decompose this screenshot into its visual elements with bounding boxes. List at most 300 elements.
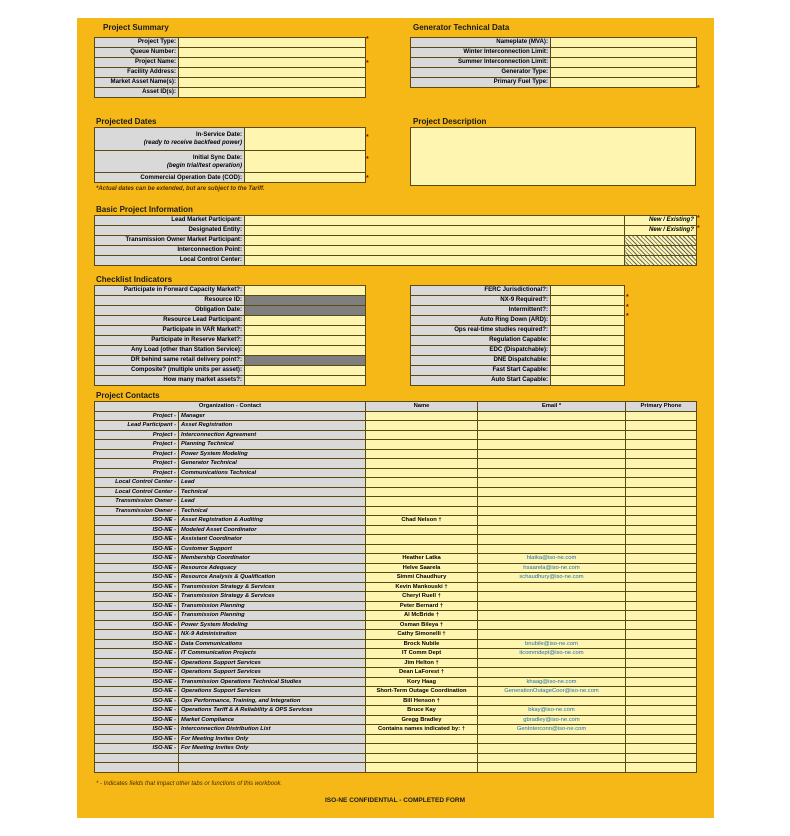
project-type-label: Project Type: [95,38,179,48]
contact-phone-field[interactable] [626,573,697,583]
contact-email-field[interactable]: bnubile@iso-ne.com [478,639,626,649]
edc-dispatchable-field[interactable] [551,346,625,356]
table-row [95,535,697,545]
contact-phone-field[interactable] [626,459,697,469]
how-many-market-assets-field[interactable] [245,376,366,386]
contact-name-field[interactable] [366,478,478,488]
gt-row [411,78,697,88]
dne-dispatchable-label: DNE Dispatchable: [411,356,551,366]
queue-number-field[interactable] [179,48,366,58]
cr-row [411,346,625,356]
contact-name-field[interactable]: Kory Haag [366,677,478,687]
table-row [95,763,697,773]
contact-org: ISO-NE - [95,668,179,678]
contact-phone-field[interactable] [626,478,697,488]
contact-role: Transmission Strategy & Services [179,582,366,592]
contact-org: Transmission Owner - [95,506,179,516]
gt-row [411,48,697,58]
basic-info-row [95,226,697,236]
in-service-label: In-Service Date: (ready to receive backfeed power) [95,128,245,151]
basic-info-table [94,215,697,266]
asset-id-s-field[interactable] [179,88,366,98]
facility-address-field[interactable] [179,68,366,78]
contact-org: ISO-NE - [95,658,179,668]
contact-name-field[interactable] [366,525,478,535]
contact-email-field[interactable] [478,544,626,554]
contact-name-field[interactable]: Cathy Simonelli † [366,630,478,640]
checklist-left-table [94,285,366,386]
table-row [95,620,697,630]
basic-info-row [95,256,697,266]
project-name-field[interactable] [179,58,366,68]
header-phone: Primary Phone [626,402,697,412]
table-row [95,592,697,602]
contact-email-field[interactable] [478,506,626,516]
contact-phone-field[interactable] [626,430,697,440]
contact-role: For Meeting Invites Only [179,734,366,744]
project-type-field[interactable] [179,38,366,48]
basic-info-row [95,236,697,246]
contact-email-field[interactable] [478,421,626,431]
required-star: * [366,60,369,67]
in-service-date-field[interactable] [245,128,366,151]
table-row [95,487,697,497]
nameplate-mva-field[interactable] [551,38,697,48]
contact-email-field[interactable] [478,440,626,450]
contact-phone-field[interactable] [626,725,697,735]
contact-email-field[interactable] [478,611,626,621]
contact-role: Resource Analysis & Qualification [179,573,366,583]
cr-row [411,326,625,336]
contact-name-field[interactable] [366,535,478,545]
contact-role: Asset Registration & Auditing [179,516,366,526]
cod-date-field[interactable] [245,173,366,183]
market-asset-name-s-label: Market Asset Name(s): [95,78,179,88]
contact-email-field[interactable]: bkay@iso-ne.com [478,706,626,716]
contact-phone-field[interactable] [626,411,697,421]
cr-row [411,376,625,386]
local-control-center-label: Local Control Center: [95,256,245,266]
contact-phone-field[interactable] [626,582,697,592]
contact-phone-field[interactable] [626,630,697,640]
composite-multiple-units-per-asset-label: Composite? (multiple units per asset): [95,366,245,376]
contact-role: Planning Technical [179,440,366,450]
contact-phone-field[interactable] [626,563,697,573]
contact-name-field[interactable] [366,753,478,763]
contact-org: ISO-NE - [95,544,179,554]
contact-email-field[interactable] [478,430,626,440]
contact-email-field[interactable]: hlatka@iso-ne.com [478,554,626,564]
contact-phone-field[interactable] [626,544,697,554]
contact-phone-field[interactable] [626,611,697,621]
contact-email-field[interactable] [478,734,626,744]
contact-org: ISO-NE - [95,630,179,640]
contact-email-field[interactable] [478,744,626,754]
contact-phone-field[interactable] [626,421,697,431]
contact-role: Asset Registration [179,421,366,431]
contact-phone-field[interactable] [626,696,697,706]
contact-name-field[interactable]: Chad Nelson † [366,516,478,526]
contact-phone-field[interactable] [626,715,697,725]
contact-name-field[interactable] [366,744,478,754]
table-row [95,506,697,516]
composite-multiple-units-per-asset-field[interactable] [245,366,366,376]
contact-role: Transmission Planning [179,611,366,621]
contact-email-field[interactable] [478,620,626,630]
contact-phone-field[interactable] [626,535,697,545]
contact-org: Project - [95,459,179,469]
contact-name-field[interactable] [366,459,478,469]
contact-email-field[interactable] [478,601,626,611]
contact-email-field[interactable] [478,535,626,545]
edc-dispatchable-label: EDC (Dispatchable): [411,346,551,356]
queue-number-label: Queue Number: [95,48,179,58]
local-control-center-field[interactable] [245,256,625,266]
contact-name-field[interactable]: Bruce Kay [366,706,478,716]
contact-phone-field[interactable] [626,649,697,659]
contact-org: ISO-NE - [95,639,179,649]
contact-org [95,753,179,763]
cr-row [411,316,625,326]
section-title-basic-info: Basic Project Information [96,205,193,214]
contact-name-field[interactable]: Dean LaForest † [366,668,478,678]
contact-phone-field[interactable] [626,525,697,535]
contact-email-field[interactable] [478,478,626,488]
table-row [95,639,697,649]
contact-phone-field[interactable] [626,687,697,697]
contact-email-field[interactable] [478,459,626,469]
contact-email-field[interactable] [478,516,626,526]
contact-name-field[interactable] [366,544,478,554]
contact-phone-field[interactable] [626,497,697,507]
primary-fuel-type-label: Primary Fuel Type: [411,78,551,88]
contact-role: Operations Support Services [179,658,366,668]
new-existing-field[interactable]: New / Existing? [625,226,697,236]
contact-org: ISO-NE - [95,687,179,697]
dne-dispatchable-field[interactable] [551,356,625,366]
contact-org: Local Control Center - [95,487,179,497]
contact-name-field[interactable] [366,430,478,440]
contact-name-field[interactable] [366,449,478,459]
cl-row [95,376,366,386]
contact-name-field[interactable]: Heather Latka [366,554,478,564]
section-title-projected-dates: Projected Dates [96,117,157,126]
participate-in-reserve-market-label: Participate in Reserve Market?: [95,336,245,346]
table-row [95,668,697,678]
table-row [95,573,697,583]
required-star: * [626,313,629,320]
contact-org: Project - [95,468,179,478]
contact-name-field[interactable]: Gregg Bradley [366,715,478,725]
contact-phone-field[interactable] [626,601,697,611]
contact-role: Operations Tariff & A Reliability & OPS Services [179,706,366,716]
ps-row [95,88,366,98]
gt-row [411,58,697,68]
table-row [95,725,697,735]
cl-row [95,286,366,296]
contact-phone-field[interactable] [626,620,697,630]
contact-role [179,763,366,773]
contact-role: Ops Performance, Training, and Integration [179,696,366,706]
table-row [95,421,697,431]
contact-name-field[interactable] [366,440,478,450]
contact-phone-field[interactable] [626,592,697,602]
contact-name-field[interactable]: Brock Nubile [366,639,478,649]
table-row [95,630,697,640]
table-row [95,459,697,469]
contact-role: For Meeting Invites Only [179,744,366,754]
nx-9-required-label: NX-9 Required?: [411,296,551,306]
winter-interconnection-limit-field[interactable] [551,48,697,58]
table-row [95,715,697,725]
contact-email-field[interactable] [478,582,626,592]
contact-phone-field[interactable] [626,658,697,668]
contact-email-field[interactable]: hsaarela@iso-ne.com [478,563,626,573]
generator-type-field[interactable] [551,68,697,78]
contact-name-field[interactable] [366,497,478,507]
obligation-date-field[interactable] [245,306,366,316]
contact-role: Assistant Coordinator [179,535,366,545]
dr-behind-same-retail-delivery-point-label: DR behind same retail delivery point?: [95,356,245,366]
table-row [95,753,697,763]
contact-org: Project - [95,430,179,440]
contact-email-field[interactable] [478,658,626,668]
contact-name-field[interactable] [366,487,478,497]
contact-email-field[interactable]: GenerationOutageCoor@iso-ne.com [478,687,626,697]
primary-fuel-type-field[interactable] [551,78,697,88]
footer-confidential: ISO-NE CONFIDENTIAL - COMPLETED FORM [325,797,465,804]
contact-name-field[interactable] [366,411,478,421]
contact-org: ISO-NE - [95,696,179,706]
contact-name-field[interactable]: Jim Helton † [366,658,478,668]
interconnection-point-label: Interconnection Point: [95,246,245,256]
contact-email-field[interactable] [478,468,626,478]
contact-role: Data Communications [179,639,366,649]
summer-interconnection-limit-label: Summer Interconnection Limit: [411,58,551,68]
contact-email-field[interactable] [478,525,626,535]
table-row [95,478,697,488]
contact-email-field[interactable] [478,411,626,421]
contact-name-field[interactable]: Helve Saarela [366,563,478,573]
participate-in-var-market-field[interactable] [245,326,366,336]
contact-email-field[interactable]: schaudhury@iso-ne.com [478,573,626,583]
contacts-table [94,401,697,773]
contact-email-field[interactable] [478,668,626,678]
contact-role: Interconnection Agreement [179,430,366,440]
contact-phone-field[interactable] [626,506,697,516]
contact-role: Membership Coordinator [179,554,366,564]
table-row [95,649,697,659]
ps-row [95,48,366,58]
contact-phone-field[interactable] [626,706,697,716]
table-row [95,525,697,535]
table-row [95,687,697,697]
fast-start-capable-field[interactable] [551,366,625,376]
participate-in-forward-capacity-market-field[interactable] [245,286,366,296]
section-title-project-description: Project Description [413,117,487,126]
project-description-field[interactable] [410,127,696,186]
contact-phone-field[interactable] [626,668,697,678]
contact-role: Communications Technical [179,468,366,478]
cl-row [95,306,366,316]
cl-row [95,316,366,326]
contact-name-field[interactable] [366,468,478,478]
dr-behind-same-retail-delivery-point-field[interactable] [245,356,366,366]
contact-org: ISO-NE - [95,649,179,659]
lead-market-participant-label: Lead Market Participant: [95,216,245,226]
table-row [95,468,697,478]
contact-name-field[interactable]: IT Comm Dept [366,649,478,659]
asset-id-s-label: Asset ID(s): [95,88,179,98]
regulation-capable-field[interactable] [551,336,625,346]
contact-email-field[interactable] [478,497,626,507]
contact-phone-field[interactable] [626,639,697,649]
contact-name-field[interactable]: Al McBride † [366,611,478,621]
auto-ring-down-ard-field[interactable] [551,316,625,326]
required-star: * [626,304,629,311]
section-title-checklist: Checklist Indicators [96,275,173,284]
contact-phone-field[interactable] [626,516,697,526]
contact-name-field[interactable] [366,506,478,516]
footer-note: * - Indicates fields that impact other tabs or functions of this workbook. [96,781,283,787]
cl-row [95,296,366,306]
hatched-cell [625,236,697,246]
contact-role: Transmission Strategy & Services [179,592,366,602]
contact-name-field[interactable]: Short-Term Outage Coordination [366,687,478,697]
ops-real-time-studies-required-field[interactable] [551,326,625,336]
contact-role: Generator Technical [179,459,366,469]
contact-name-field[interactable]: Simmi Chaudhury [366,573,478,583]
auto-start-capable-field[interactable] [551,376,625,386]
participate-in-reserve-market-field[interactable] [245,336,366,346]
contact-phone-field[interactable] [626,449,697,459]
interconnection-point-field[interactable] [245,246,625,256]
contact-phone-field[interactable] [626,468,697,478]
facility-address-label: Facility Address: [95,68,179,78]
contact-email-field[interactable]: itcommdept@iso-ne.com [478,649,626,659]
contact-org: ISO-NE - [95,601,179,611]
contact-email-field[interactable] [478,753,626,763]
market-asset-name-s-field[interactable] [179,78,366,88]
resource-id-field[interactable] [245,296,366,306]
contact-org: ISO-NE - [95,592,179,602]
dates-note: *Actual dates can be extended, but are subject to the Tariff. [96,186,265,192]
generator-technical-table [410,37,697,88]
required-star: * [697,225,700,232]
required-star: * [366,36,369,43]
required-star: * [697,215,700,222]
contact-email-field[interactable]: gbradley@iso-ne.com [478,715,626,725]
project-name-label: Project Name: [95,58,179,68]
contact-name-field[interactable] [366,734,478,744]
contact-org: ISO-NE - [95,744,179,754]
contact-name-field[interactable] [366,421,478,431]
contact-org: ISO-NE - [95,706,179,716]
table-row [95,658,697,668]
lead-market-participant-field[interactable] [245,216,625,226]
summer-interconnection-limit-field[interactable] [551,58,697,68]
ferc-jurisdictional-field[interactable] [551,286,625,296]
table-row [95,516,697,526]
table-row [95,601,697,611]
contact-email-field[interactable] [478,696,626,706]
contact-phone-field[interactable] [626,763,697,773]
contact-phone-field[interactable] [626,753,697,763]
required-star: * [366,156,369,163]
transmission-owner-market-participant-field[interactable] [245,236,625,246]
winter-interconnection-limit-label: Winter Interconnection Limit: [411,48,551,58]
participate-in-forward-capacity-market-label: Participate in Forward Capacity Market?: [95,286,245,296]
contact-role: Lead [179,497,366,507]
gt-row [411,68,697,78]
contact-email-field[interactable] [478,592,626,602]
contact-name-field[interactable]: Peter Bernard † [366,601,478,611]
contact-role: IT Communication Projects [179,649,366,659]
contact-phone-field[interactable] [626,677,697,687]
any-load-other-than-station-service-field[interactable] [245,346,366,356]
intermittent-field[interactable] [551,306,625,316]
contact-email-field[interactable] [478,449,626,459]
contact-org: ISO-NE - [95,715,179,725]
contact-name-field[interactable]: Contains names indicated by: † [366,725,478,735]
ps-row [95,58,366,68]
regulation-capable-label: Regulation Capable: [411,336,551,346]
required-star: * [697,85,700,92]
cl-row [95,356,366,366]
contact-org: ISO-NE - [95,516,179,526]
basic-info-row [95,216,697,226]
contact-org: ISO-NE - [95,525,179,535]
table-row [95,677,697,687]
auto-ring-down-ard-label: Auto Ring Down (ARD): [411,316,551,326]
contact-email-field[interactable] [478,630,626,640]
contact-phone-field[interactable] [626,440,697,450]
table-row [95,611,697,621]
contact-email-field[interactable]: khaag@iso-ne.com [478,677,626,687]
contact-email-field[interactable] [478,487,626,497]
table-row [95,744,697,754]
contact-org: ISO-NE - [95,582,179,592]
initial-sync-date-field[interactable] [245,151,366,173]
contact-name-field[interactable]: Osman Bileya † [366,620,478,630]
contact-phone-field[interactable] [626,744,697,754]
required-star: * [366,175,369,182]
obligation-date-label: Obligation Date: [95,306,245,316]
section-title-contacts: Project Contacts [96,391,160,400]
required-star: * [626,294,629,301]
table-row [95,554,697,564]
nx-9-required-field[interactable] [551,296,625,306]
contact-email-field[interactable]: GenInterconn@iso-ne.com [478,725,626,735]
contact-name-field[interactable]: Kevin Mankouski † [366,582,478,592]
contact-phone-field[interactable] [626,487,697,497]
intermittent-label: Intermittent?: [411,306,551,316]
contact-phone-field[interactable] [626,554,697,564]
contact-email-field[interactable] [478,763,626,773]
contact-name-field[interactable] [366,763,478,773]
generator-type-label: Generator Type: [411,68,551,78]
new-existing-field[interactable]: New / Existing? [625,216,697,226]
contact-name-field[interactable]: Cheryl Ruell † [366,592,478,602]
contact-role: Power System Modeling [179,449,366,459]
contact-phone-field[interactable] [626,734,697,744]
hatched-cell [625,246,697,256]
contact-role: Manager [179,411,366,421]
transmission-owner-market-participant-label: Transmission Owner Market Participant: [95,236,245,246]
designated-entity-field[interactable] [245,226,625,236]
resource-lead-participant-field[interactable] [245,316,366,326]
contact-name-field[interactable]: Bill Henson † [366,696,478,706]
